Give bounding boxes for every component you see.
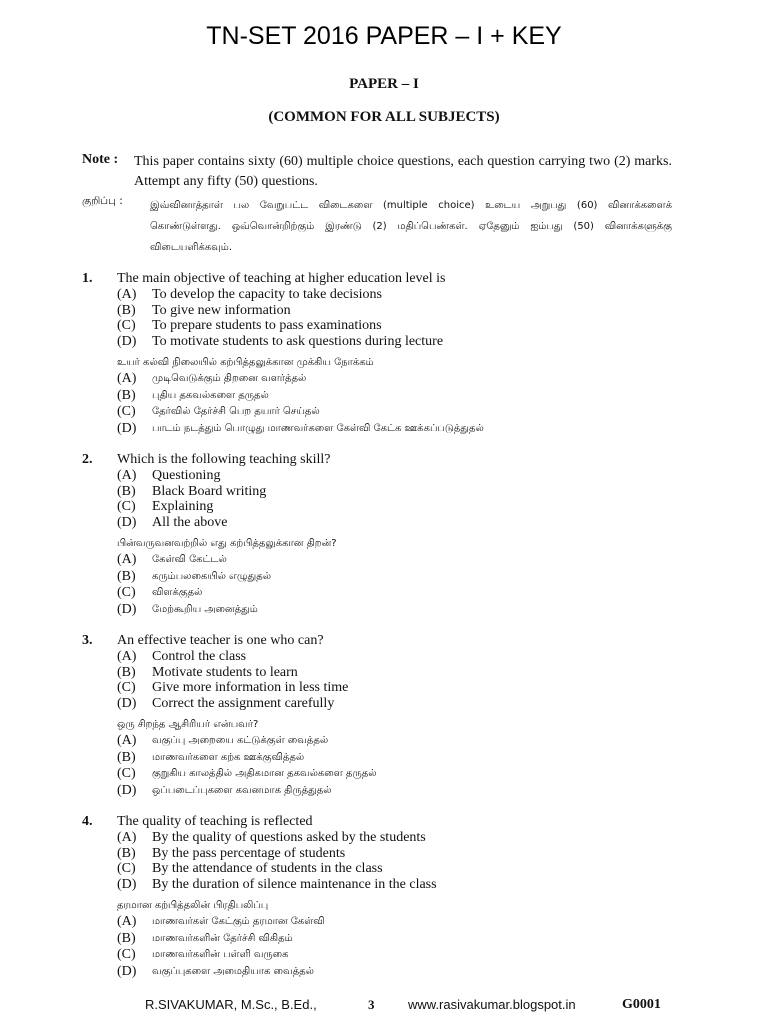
option-b-tamil (117, 569, 682, 586)
option-text: புதிய தகவல்களை தருதல் (152, 389, 269, 401)
option-a-tamil (117, 371, 682, 388)
option-letter: (C) (117, 318, 136, 333)
question-text: Which is the following teaching skill? (117, 452, 331, 467)
question-number: 3. (82, 633, 93, 648)
option-b-tamil (117, 388, 682, 405)
option-letter: (C) (117, 766, 136, 781)
option-b (117, 303, 682, 319)
option-d (117, 877, 682, 893)
option-c (117, 680, 682, 696)
option-text: மாணவர்களை கற்க ஊக்குவித்தல் (152, 751, 305, 763)
option-text: ஒப்படைப்புகளை கவனமாக திருத்துதல் (152, 784, 332, 796)
option-d-tamil (117, 421, 682, 438)
option-letter: (A) (117, 649, 137, 664)
option-text: By the quality of questions asked by the students (152, 830, 426, 845)
option-text: கேள்வி கேட்டல் (152, 554, 227, 565)
option-text: வகுப்புகளை அமைதியாக வைத்தல் (152, 965, 314, 977)
note-tamil-label: குறிப்பு : (82, 195, 123, 207)
option-letter: (D) (117, 333, 137, 349)
option-c-tamil (117, 766, 682, 783)
option-letter: (B) (117, 749, 136, 765)
option-text: By the duration of silence maintenance in the class (152, 876, 437, 892)
option-text: All the above (152, 514, 228, 530)
option-letter: (B) (117, 845, 136, 861)
option-letter: (C) (117, 585, 136, 600)
option-letter: (B) (117, 302, 136, 318)
author-name: R.SIVAKUMAR, M.Sc., B.Ed., (145, 997, 317, 1012)
option-text: விளக்குதல் (152, 587, 203, 598)
option-a (117, 830, 682, 846)
option-text: Questioning (152, 468, 221, 483)
option-a (117, 649, 682, 665)
note-tamil-text: இவ்வினாத்தாள் பல வேறுபட்ட விடைகளை (multiple choice) உடைய அறுபது (60) வினாக்களைக் கொண்டுள்ளது. ஒவ்வொன்றிற்கும் இரண்டு (2) மதிப்பெண்கள். ஏதேனும் ஐம்பது (50) வினாக்களுக்கு விடையளிக்கவும். (150, 200, 672, 253)
option-d (117, 696, 682, 712)
option-text: By the attendance of students in the class (152, 861, 383, 876)
document-title: TN-SET 2016 PAPER – I + KEY (206, 22, 562, 50)
question-number: 4. (82, 814, 93, 829)
common-subjects-label: (COMMON FOR ALL SUBJECTS) (268, 109, 500, 125)
question-text: An effective teacher is one who can? (117, 633, 324, 648)
option-text: மாணவர்களின் பள்ளி வருகை (152, 949, 289, 960)
option-b-tamil (117, 750, 682, 767)
question-text-tamil: பின்வருவனவற்றில் எது கற்பித்தலுக்கான திறன்? (117, 538, 337, 549)
option-c (117, 861, 682, 877)
option-text: To motivate students to ask questions during lecture (152, 333, 444, 349)
website-link[interactable]: www.rasivakumar.blogspot.in (408, 997, 576, 1012)
option-letter: (B) (117, 387, 136, 403)
option-letter: (A) (117, 830, 137, 845)
question-1 (82, 271, 682, 437)
paper-label: PAPER – I (349, 76, 419, 92)
option-letter: (D) (117, 420, 137, 436)
option-text: கரும்பலகையில் எழுதுதல் (152, 570, 272, 582)
option-d (117, 515, 682, 531)
option-b-tamil (117, 931, 682, 948)
option-text: மாணவர்கள் கேட்கும் தரமான கேள்வி (152, 916, 325, 927)
option-text: Motivate students to learn (152, 664, 298, 680)
option-text: வகுப்பு அறையை கட்டுக்குள் வைத்தல் (152, 735, 329, 746)
option-c (117, 318, 682, 334)
option-d-tamil (117, 602, 682, 619)
option-d-tamil (117, 783, 682, 800)
option-letter: (C) (117, 947, 136, 962)
option-letter: (A) (117, 468, 137, 483)
option-letter: (A) (117, 914, 137, 929)
option-letter: (D) (117, 695, 137, 711)
option-text: Control the class (152, 649, 247, 664)
option-text: To prepare students to pass examinations (152, 318, 382, 333)
option-letter: (A) (117, 552, 137, 567)
option-text: Correct the assignment carefully (152, 695, 335, 711)
option-letter: (B) (117, 568, 136, 584)
option-letter: (B) (117, 930, 136, 946)
option-letter: (D) (117, 601, 137, 617)
note-label: Note : (82, 152, 119, 167)
option-text: பாடம் நடத்தும் பொழுது மாணவர்களை கேள்வி கேட்க ஊக்கப்படுத்துதல் (152, 422, 484, 434)
option-text: குறுகிய காலத்தில் அதிகமான தகவல்களை தருதல் (152, 768, 377, 779)
option-letter: (D) (117, 782, 137, 798)
option-letter: (B) (117, 664, 136, 680)
option-letter: (C) (117, 680, 136, 695)
option-letter: (A) (117, 287, 137, 302)
option-c-tamil (117, 404, 682, 421)
question-number: 1. (82, 271, 93, 286)
question-4 (82, 814, 682, 980)
option-d-tamil (117, 964, 682, 981)
option-text: Give more information in less time (152, 680, 349, 695)
option-letter: (C) (117, 861, 136, 876)
option-letter: (A) (117, 371, 137, 386)
option-text: Explaining (152, 499, 214, 514)
option-text: To give new information (152, 302, 291, 318)
question-text-tamil: உயர் கல்வி நிலையில் கற்பித்தலுக்கான முக்கிய நோக்கம் (117, 357, 374, 368)
option-letter: (C) (117, 499, 136, 514)
option-text: By the pass percentage of students (152, 845, 346, 861)
option-a (117, 287, 682, 303)
page-footer (0, 997, 768, 1017)
question-3 (82, 633, 682, 799)
option-text: தேர்வில் தேர்ச்சி பெற தயார் செய்தல் (152, 406, 320, 417)
question-text-tamil: ஒரு சிறந்த ஆசிரியர் என்பவர்? (117, 719, 259, 730)
option-text: மேற்கூறிய அனைத்தும் (152, 603, 258, 615)
question-number: 2. (82, 452, 93, 467)
option-letter: (D) (117, 514, 137, 530)
option-b (117, 846, 682, 862)
note-english (82, 152, 672, 192)
note-tamil (82, 195, 672, 258)
option-letter: (B) (117, 483, 136, 499)
question-2 (82, 452, 682, 618)
option-c-tamil (117, 947, 682, 964)
option-c-tamil (117, 585, 682, 602)
question-text-tamil: தரமான கற்பித்தலின் பிரதிபலிப்பு (117, 900, 269, 911)
option-c (117, 499, 682, 515)
page-number: 3 (368, 997, 375, 1012)
option-letter: (A) (117, 733, 137, 748)
option-text: Black Board writing (152, 483, 267, 499)
note-text: This paper contains sixty (60) multiple choice questions, each question carrying two (2) marks. Attempt any fifty (50) questions. (134, 154, 672, 189)
option-d (117, 334, 682, 350)
option-a (117, 468, 682, 484)
option-letter: (D) (117, 876, 137, 892)
option-b (117, 665, 682, 681)
option-a-tamil (117, 733, 682, 750)
option-text: To develop the capacity to take decisions (152, 287, 382, 302)
question-text: The quality of teaching is reflected (117, 814, 313, 829)
option-text: மாணவர்களின் தேர்ச்சி விகிதம் (152, 932, 293, 944)
option-text: முடிவெடுக்கும் திறனை வளர்த்தல் (152, 373, 307, 384)
option-a-tamil (117, 914, 682, 931)
option-letter: (D) (117, 963, 137, 979)
option-a-tamil (117, 552, 682, 569)
option-letter: (C) (117, 404, 136, 419)
paper-code: G0001 (622, 997, 661, 1012)
option-b (117, 484, 682, 500)
question-text: The main objective of teaching at higher education level is (117, 271, 446, 286)
